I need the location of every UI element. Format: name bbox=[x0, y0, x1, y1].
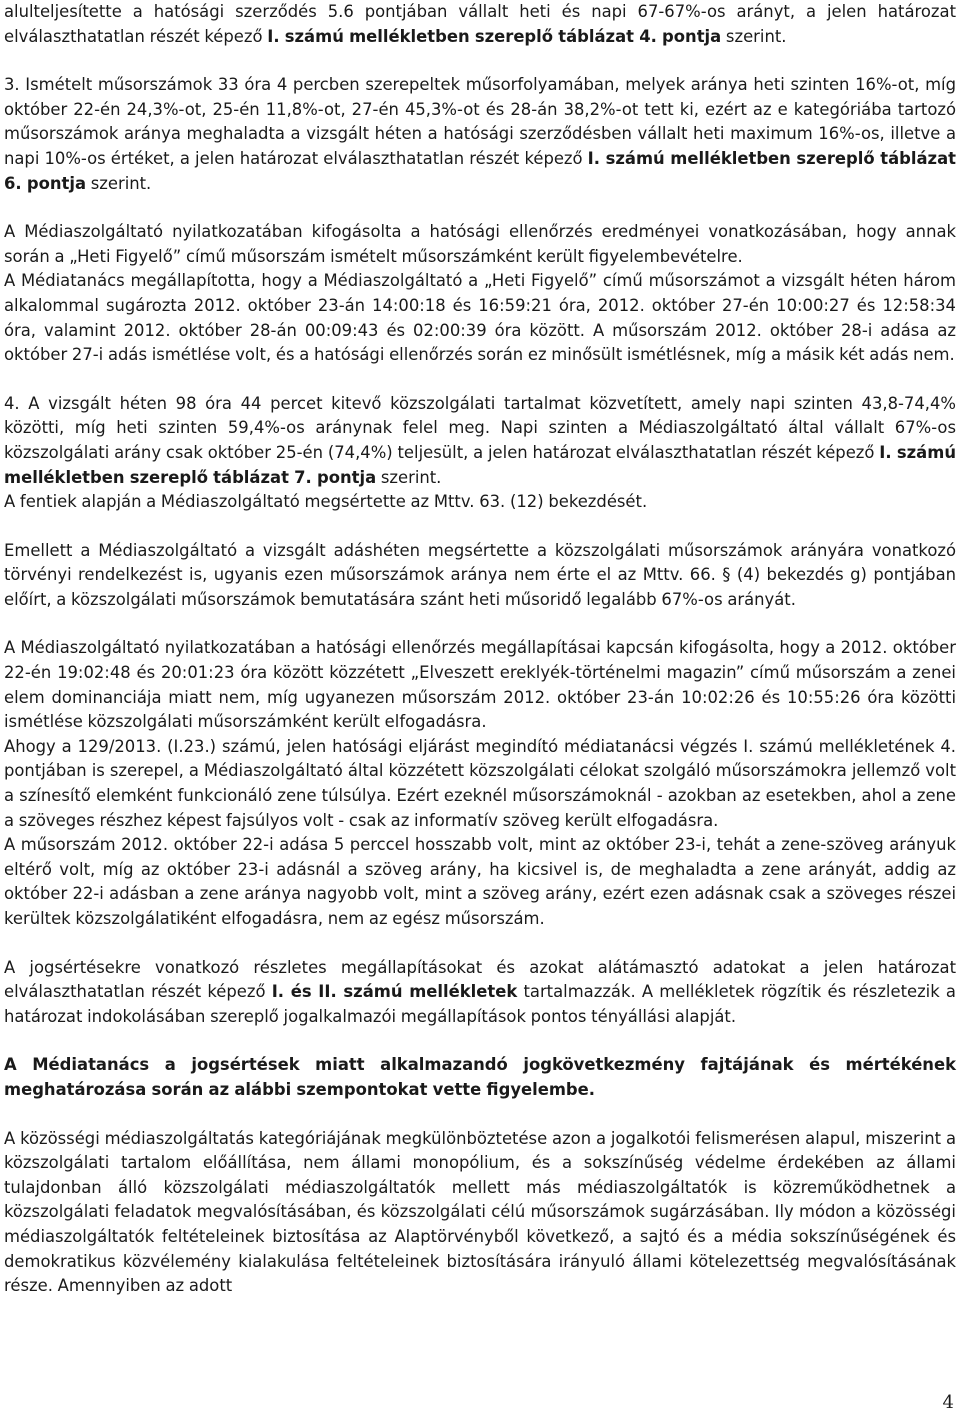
text-run: A Médiatanács megállapította, hogy a Médiaszolgáltató a „Heti Figyelő” című műsorszámot a vizsgált héten három alkalommal sugározta 2012. október 23-án 14:00:18 és 16:59:21 óra, 2012. október 27-én 10:00:27 és 12:58:34 óra, valamint 2012. október 28-án 00:09:43 és 02:00:39 óra között. A műsorszám 2012. október 28-i adása az október 27-i adás ismétlése volt, és a hatósági ellenőrzés során ez minősült ismétlésnek, míg a másik két adás nem. bbox=[4, 271, 956, 365]
page-number: 4 bbox=[942, 1392, 954, 1413]
text-run: A jogsértésekre vonatkozó részletes megállapításokat és azokat alátámasztó adatokat a jelen határozat elválaszthatatlan részét képező bbox=[4, 957, 956, 1002]
document-page bbox=[4, 0, 956, 1299]
paragraph-point-4 bbox=[4, 392, 956, 490]
paragraph-gap bbox=[4, 1029, 956, 1053]
paragraph-kozossegi bbox=[4, 1127, 956, 1299]
text-run: Ahogy a 129/2013. (I.23.) számú, jelen hatósági eljárást megindító médiatanácsi végzés I. számú mellékletének 4. pontjában is szerepel, a Médiaszolgáltató által közzétett közszolgálati célokat szolgáló műsorszámokra jellemző volt a színesítő elemként funkcionáló zene túlsúlya. Ezért ezeknél műsorszámoknál - azokban az esetekben, ahol a zene a szöveges részhez képest fajsúlyos volt - csak az informatív szöveg került elfogadásra. bbox=[4, 736, 956, 830]
text-run: szerint. bbox=[721, 26, 787, 46]
bold-text-run: I. számú mellékletben szereplő táblázat 6. pontja bbox=[4, 148, 956, 193]
bold-text-run: I. számú mellékletben szereplő táblázat 4. pontja bbox=[267, 26, 722, 46]
paragraph-objection-elveszett-ereklyek bbox=[4, 636, 956, 734]
text-run: A műsorszám 2012. október 22-i adása 5 perccel hosszabb volt, mint az október 23-i, tehát a zene-szöveg arányuk eltérő volt, míg az október 23-i adásnál a szöveg arány, ha kicsivel is, de meghaladta a zene arányát, addig az október 22-i adásban a zene aránya nagyobb volt, mint a szöveg arány, ezért ezen adásnak csak a szöveges részei kerültek közszolgálatiként elfogadásra, nem az egész műsorszám. bbox=[4, 835, 956, 928]
paragraph-emellett bbox=[4, 539, 956, 613]
paragraph-gap bbox=[4, 49, 956, 73]
paragraph-ahogy bbox=[4, 735, 956, 833]
paragraph-mediatanacs-finding bbox=[4, 269, 956, 367]
text-run: szerint. bbox=[86, 173, 152, 193]
paragraph-conclusion bbox=[4, 490, 956, 515]
text-run: Emellett a Médiaszolgáltató a vizsgált adáshéten megsértette a közszolgálati műsorszámok arányára vonatkozó törvényi rendelkezést is, ugyanis ezen műsorszámok aránya nem érte el az Mttv. 66. § (4) bekezdés g) pontjában előírt, a közszolgálati műsorszámok bemutatására szánt heti műsoridő legalább 67%-os arányát. bbox=[4, 540, 956, 609]
paragraph-jogsertesek bbox=[4, 956, 956, 1030]
paragraph-gap bbox=[4, 612, 956, 636]
section-heading-jogkovetkezmeny bbox=[4, 1053, 956, 1102]
text-run: szerint. bbox=[376, 467, 442, 487]
text-run: A Médiaszolgáltató nyilatkozatában a hatósági ellenőrzés megállapításai kapcsán kifogásolta, hogy a 2012. október 22-én 19:02:48 és 20:01:23 óra között közzétett „Elveszett ereklyék-történelmi magazin” című műsorszám a zenei elem dominanciája miatt nem, míg ugyanezen műsorszám 2012. október 23-án 10:02:26 és 10:55:26 óra közötti ismétlése közszolgálati műsorszámként került elfogadásra. bbox=[4, 638, 956, 732]
paragraph-objection-heti-figyelo bbox=[4, 220, 956, 269]
paragraph-point-3 bbox=[4, 73, 956, 196]
paragraph-gap bbox=[4, 932, 956, 956]
bold-text-run: I. számú mellékletben szereplő táblázat 7. pontja bbox=[4, 442, 956, 487]
paragraph-continuation bbox=[4, 0, 956, 49]
text-run: alulteljesítette a hatósági szerződés 5.6 pontjában vállalt heti és napi 67-67%-os arányt, a jelen határozat elválaszthatatlan részét képező bbox=[4, 2, 956, 46]
text-run: A fentiek alapján a Médiaszolgáltató megsértette az Mttv. 63. (12) bekezdését. bbox=[4, 492, 648, 512]
bold-text-run: A Médiatanács a jogsértések miatt alkalmazandó jogkövetkezmény fajtájának és mértékének meghatározása során az alábbi szempontokat vette figyelembe. bbox=[4, 1055, 956, 1099]
text-run: A közösségi médiaszolgáltatás kategóriájának megkülönböztetése azon a jogalkotói felismerésen alapul, miszerint a közszolgálati tartalom előállítása, nem állami monopólium, és a sokszínűség védelme érdekében az állami tulajdonban álló közszolgálati médiaszolgáltatók mellett más médiaszolgáltatók is közreműködhetnek a közszolgálati feladatok megvalósításában, és közszolgálati célú műsorszámok sugárzásában. Ily módon a közösségi médiaszolgáltatók feltételeinek biztosítása az Alaptörvényből következő, a sajtó és a média sokszínűségének és demokratikus közvélemény kialakulása feltételeinek biztosítására irányuló állami kötelezettség megvalósításának része. Amennyiben az adott bbox=[4, 1128, 956, 1296]
paragraph-musorszam bbox=[4, 833, 956, 931]
bold-text-run: I. és II. számú mellékletek bbox=[271, 982, 518, 1002]
text-run: 3. Ismételt műsorszámok 33 óra 4 percben szerepeltek műsorfolyamában, melyek aránya heti szinten 16%-ot, míg október 22-én 24,3%-ot, 25-én 11,8%-ot, 27-én 45,3%-ot és 28-án 38,2%-ot tett ki, ezért az e kategóriába tartozó műsorszámok aránya meghaladta a vizsgált héten a hatósági szerződésben vállalt heti maximum 16%-os, illetve a napi 10%-os értéket, a jelen határozat elválaszthatatlan részét képező bbox=[4, 75, 956, 168]
paragraph-gap bbox=[4, 515, 956, 539]
text-run: tartalmazzák. A mellékletek rögzítik és részletezik a határozat indokolásában szereplő jogalkalmazói megállapítások pontos tényállási alapját. bbox=[4, 982, 956, 1026]
text-run: A Médiaszolgáltató nyilatkozatában kifogásolta a hatósági ellenőrzés eredményei vonatkozásában, hogy annak során a „Heti Figyelő” című műsorszám ismételt műsorszámként került figyelembevételre. bbox=[4, 222, 956, 266]
paragraph-gap bbox=[4, 196, 956, 220]
paragraph-gap bbox=[4, 1103, 956, 1127]
text-run: 4. A vizsgált héten 98 óra 44 percet kitevő közszolgálati tartalmat közvetített, amely napi szinten 43,8-74,4% közötti, míg heti szinten 59,4%-os aránynak felel meg. Napi szinten a Médiaszolgáltató által vállalt 67%-os közszolgálati arány csak október 25-én (74,4%) teljesült, a jelen határozat elválaszthatatlan részét képező bbox=[4, 393, 956, 462]
paragraph-gap bbox=[4, 368, 956, 392]
